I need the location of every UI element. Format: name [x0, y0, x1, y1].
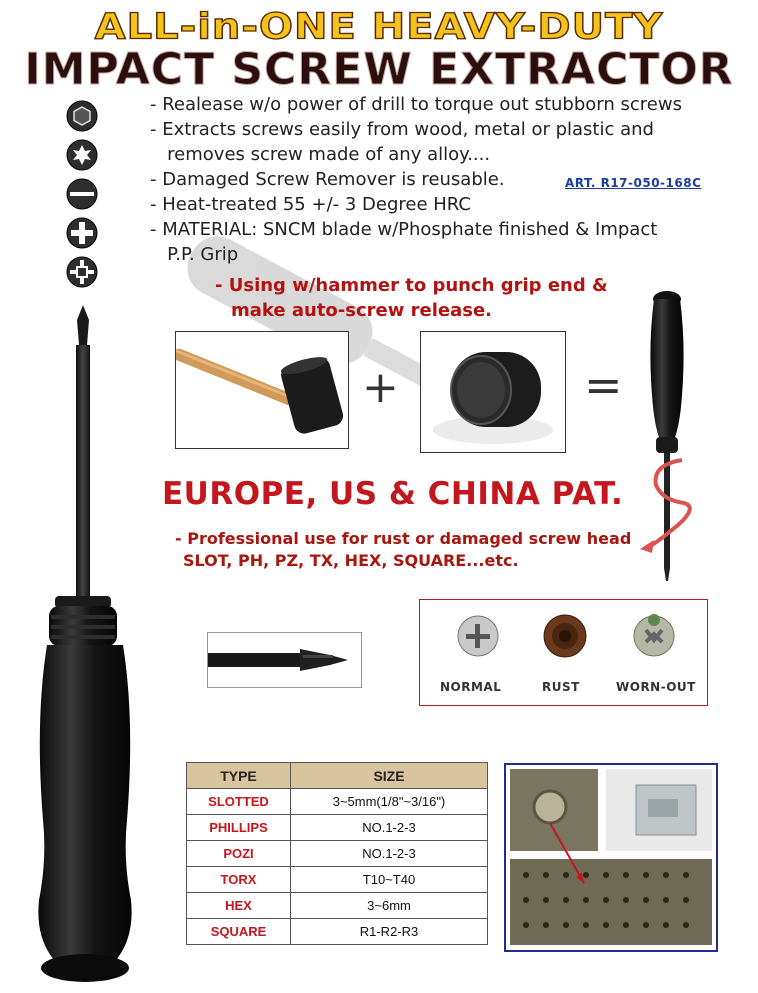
- plus-sign: +: [362, 362, 399, 413]
- feature-item: - Extracts screws easily from wood, metal or plastic and: [150, 119, 654, 140]
- condition-label-worn-out: WORN-OUT: [616, 680, 696, 694]
- rust-screw-icon: [544, 615, 586, 657]
- feature-item: - MATERIAL: SNCM blade w/Phosphate finished & Impact: [150, 219, 658, 240]
- condition-label-rust: RUST: [542, 680, 580, 694]
- condition-label-normal: NORMAL: [440, 680, 502, 694]
- spec-type-cell: SQUARE: [187, 919, 291, 945]
- spec-size-cell: 3~5mm(1/8"~3/16"): [291, 789, 488, 815]
- hammer-note-line: - Using w/hammer to punch grip end &: [215, 275, 608, 296]
- tip-closeup-box: [207, 632, 362, 688]
- rubber-mallet-image: [176, 332, 348, 448]
- normal-screw-icon: [458, 616, 498, 656]
- torx-icon: [67, 140, 97, 170]
- spec-type-cell: SLOTTED: [187, 789, 291, 815]
- table-row: [187, 841, 488, 867]
- table-row: [187, 815, 488, 841]
- spec-type-cell: POZI: [187, 841, 291, 867]
- spec-size-cell: T10~T40: [291, 867, 488, 893]
- feature-item: removes screw made of any alloy....: [150, 144, 491, 165]
- spec-type-cell: PHILLIPS: [187, 815, 291, 841]
- table-row: [187, 919, 488, 945]
- grip-end-image: [421, 332, 565, 452]
- worn-out-screw-icon: [634, 614, 674, 656]
- spec-size-cell: 3~6mm: [291, 893, 488, 919]
- professional-line: - Professional use for rust or damaged screw head: [175, 529, 632, 548]
- usage-photo-collage: [504, 763, 718, 952]
- spec-size-cell: NO.1-2-3: [291, 815, 488, 841]
- grip-end-image-box: [420, 331, 566, 453]
- hammer-image-box: [175, 331, 349, 449]
- table-row: [187, 867, 488, 893]
- title-line-1: ALL-in-ONE HEAVY-DUTY: [94, 6, 664, 48]
- usage-photo: [506, 765, 716, 950]
- feature-item: P.P. Grip: [150, 244, 239, 265]
- small-screwdriver-image: [632, 285, 702, 590]
- spec-type-cell: HEX: [187, 893, 291, 919]
- spec-size-cell: NO.1-2-3: [291, 841, 488, 867]
- feature-item: - Realease w/o power of drill to torque out stubborn screws: [150, 94, 682, 115]
- spec-header-type: TYPE: [187, 763, 291, 789]
- spec-type-cell: TORX: [187, 867, 291, 893]
- spec-table-header: [187, 763, 488, 789]
- screw-conditions-box: [419, 599, 708, 706]
- spec-header-size: SIZE: [291, 763, 488, 789]
- professional-use-note: [175, 528, 631, 572]
- hammer-note: [215, 273, 608, 323]
- feature-item: - Damaged Screw Remover is reusable.: [150, 169, 505, 190]
- table-row: [187, 789, 488, 815]
- tip-closeup-image: [208, 633, 361, 687]
- phillips-icon: [67, 218, 97, 248]
- article-number-link[interactable]: ART. R17-050-168C: [565, 176, 702, 190]
- spec-table: [186, 762, 488, 945]
- hammer-note-line: make auto-screw release.: [231, 300, 492, 321]
- professional-line: SLOT, PH, PZ, TX, HEX, SQUARE...etc.: [183, 551, 519, 570]
- square-icon: [67, 257, 97, 287]
- title-line-2: IMPACT SCREW EXTRACTOR: [24, 44, 734, 95]
- equals-sign: =: [584, 358, 623, 412]
- feature-item: - Heat-treated 55 +/- 3 Degree HRC: [150, 194, 471, 215]
- spec-size-cell: R1-R2-R3: [291, 919, 488, 945]
- patent-banner: EUROPE, US & CHINA PAT.: [162, 476, 624, 512]
- tip-icons-column: [66, 100, 98, 295]
- table-row: [187, 893, 488, 919]
- hex-socket-icon: [67, 101, 97, 131]
- screwdriver-product-image: [25, 300, 145, 990]
- screw-heads-image: [440, 612, 690, 672]
- slotted-icon: [67, 179, 97, 209]
